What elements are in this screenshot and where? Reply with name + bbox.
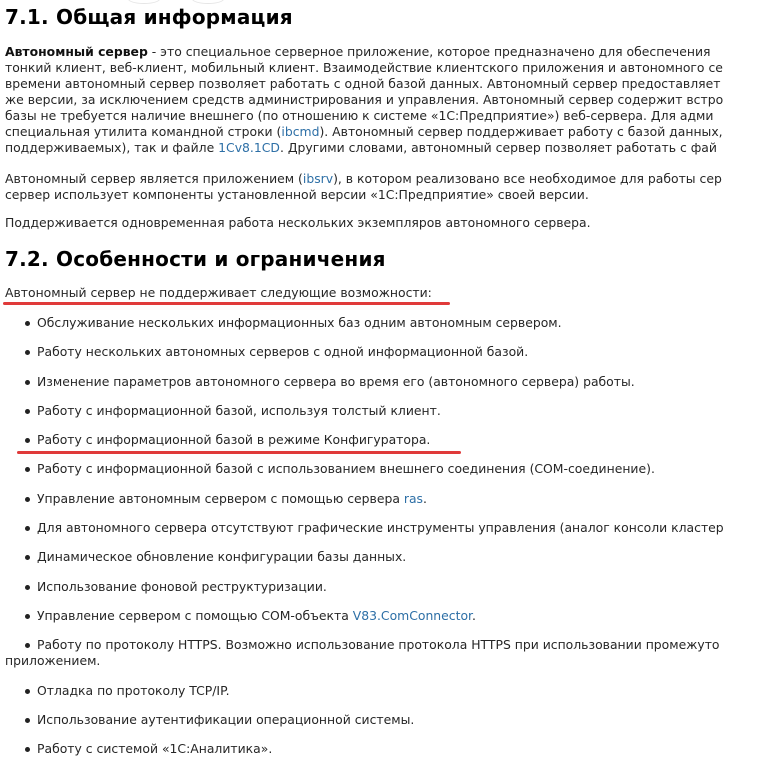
list-item: Использование аутентификации операционной системы.	[5, 712, 758, 728]
limitations-list	[5, 315, 758, 770]
bullet-icon	[25, 689, 30, 694]
list-item: Работу по протоколу HTTPS. Возможно использование протокола HTTPS при использовании промежуто приложением.	[5, 637, 720, 669]
paragraph-multiple-instances: Поддерживается одновременная работа нескольких экземпляров автономного сервера.	[5, 215, 591, 230]
link-v83-comconnector[interactable]: V83.ComConnector	[352, 607, 472, 623]
annotation-underline-intro	[3, 302, 450, 305]
bullet-icon	[25, 321, 30, 326]
bullet-icon	[25, 409, 30, 414]
list-item: Управление сервером с помощью COM-объекта V83.ComConnector.	[5, 608, 758, 624]
list-item: Обслуживание нескольких информационных баз одним автономным сервером.	[5, 315, 758, 331]
list-item: Использование фоновой реструктуризации.	[5, 579, 758, 595]
list-item: Работу с информационной базой в режиме Конфигуратора.	[5, 432, 758, 448]
bullet-icon	[25, 718, 30, 723]
annotation-underline-configurator	[17, 451, 461, 454]
list-item: Управление автономным сервером с помощью сервера ras.	[5, 491, 758, 507]
bullet-icon	[25, 585, 30, 590]
list-item: Работу с системой «1С:Аналитика».	[5, 741, 758, 757]
list-item: Работу нескольких автономных серверов с одной информационной базой.	[5, 344, 758, 360]
list-item: Динамическое обновление конфигурации базы данных.	[5, 549, 758, 565]
list-item: Для автономного сервера отсутствуют графические инструменты управления (аналог консоли кластер	[5, 520, 758, 536]
list-item: Работу с информационной базой с использованием внешнего соединения (COM-соединение).	[5, 461, 758, 477]
decorative-circle	[128, 0, 160, 4]
bullet-icon	[25, 380, 30, 385]
bullet-icon	[25, 497, 30, 502]
link-1cv8-1cd[interactable]: 1Cv8.1CD	[218, 140, 280, 155]
link-ibcmd[interactable]: ibcmd	[281, 124, 320, 139]
bold-term: Автономный сервер	[5, 44, 148, 59]
bullet-icon	[25, 614, 30, 619]
section-heading-general-info: 7.1. Общая информация	[5, 5, 293, 29]
list-item: Работу с информационной базой, используя толстый клиент.	[5, 403, 758, 419]
limitations-intro: Автономный сервер не поддерживает следующие возможности:	[5, 285, 432, 300]
link-ras[interactable]: ras	[403, 490, 424, 506]
list-item: Отладка по протоколу TCP/IP.	[5, 683, 758, 699]
paragraph-ibsrv: Автономный сервер является приложением (ibsrv), в котором реализовано все необходимое для работы сер сервер использует компоненты установленной версии «1С:Предприятие» своей версии.	[5, 171, 722, 202]
paragraph-autonomous-server-intro: Автономный сервер - это специальное серверное приложение, которое предназначено для обеспечения тонкий клиент, веб-клиент, мобильный клиент. Взаимодействие клиентского приложения и автономного се времени автономный сервер позволяет работать с одной базой данных. Автономный сервер предоставляет же версии, за исключением средств администрирования и управления. Автономный сервер содержит встро базы не требуется наличие внешнего (по отношению к системе «1С:Предприятие») веб-сервера. Для адми специальная утилита командной строки (ibcmd). Автономный сервер поддерживает работу с базой данных, поддерживаемых), так и файле 1Cv8.1CD. Другими словами, автономный сервер позволяет работать с фай	[5, 44, 724, 155]
link-ibsrv[interactable]: ibsrv	[302, 171, 334, 186]
decorative-circle	[192, 0, 224, 4]
section-heading-features-limitations: 7.2. Особенности и ограничения	[5, 247, 386, 271]
list-item: Изменение параметров автономного сервера во время его (автономного сервера) работы.	[5, 374, 758, 390]
